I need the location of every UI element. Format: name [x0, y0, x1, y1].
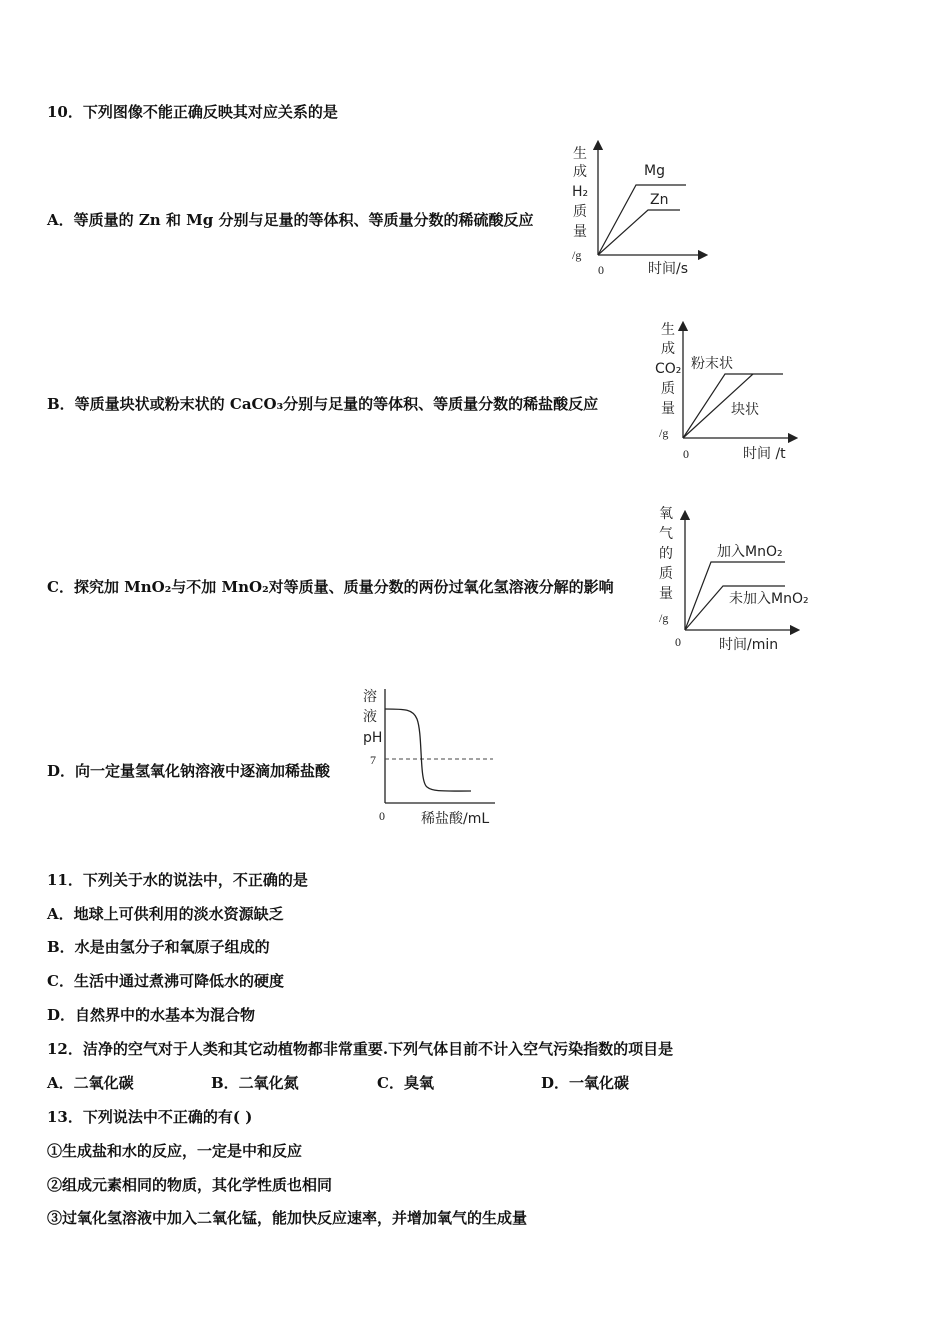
graph-c-y-label-4: 质: [659, 566, 673, 582]
graph-d-origin: 0: [379, 809, 385, 823]
graph-d-ref-value: 7: [370, 753, 376, 767]
graph-b-y-label-2: 成: [661, 341, 675, 357]
graph-b-y-label-4: 质: [661, 381, 675, 397]
q12-option-d: D．一氧化碳: [541, 1074, 630, 1092]
graph-c-y-label-1: 氧: [659, 506, 673, 522]
q13-item-2: ②组成元素相同的物质，其化学性质也相同: [47, 1176, 333, 1194]
graph-d: [355, 685, 510, 835]
graph-a-label-zn: Zn: [650, 192, 669, 208]
graph-a-origin: 0: [598, 263, 604, 277]
q12-stem: 12．洁净的空气对于人类和其它动植物都非常重要.下列气体目前不计入空气污染指数的项目是: [47, 1040, 674, 1058]
graph-b-y-label-6: /g: [659, 426, 669, 440]
graph-d-svg: [355, 685, 510, 835]
graph-a-y-label-2: 成: [573, 164, 587, 180]
graph-c-origin: 0: [675, 635, 681, 649]
q10-option-b: B．等质量块状或粉末状的 CaCO₃分别与足量的等体积、等质量分数的稀盐酸反应: [47, 395, 599, 413]
q11-option-d: D．自然界中的水基本为混合物: [47, 1006, 256, 1024]
graph-a-y-label-3: H₂: [572, 184, 589, 200]
q12-option-a: A．二氧化碳: [47, 1074, 134, 1092]
graph-a-label-mg: Mg: [644, 163, 665, 179]
q13-item-1: ①生成盐和水的反应，一定是中和反应: [47, 1142, 303, 1160]
q12-option-b: B．二氧化氮: [211, 1074, 299, 1092]
graph-d-y-label-1: 溶: [363, 689, 377, 705]
graph-a-x-label: 时间/s: [648, 261, 689, 277]
graph-c: [655, 500, 835, 655]
graph-d-ph-curve: [385, 709, 471, 791]
graph-a-y-label-4: 质: [573, 204, 587, 220]
q12-option-c: C．臭氧: [377, 1074, 434, 1092]
graph-a-svg: [568, 140, 708, 280]
q10-option-d: D．向一定量氢氧化钠溶液中逐滴加稀盐酸: [47, 762, 331, 780]
graph-c-x-label: 时间/min: [719, 637, 779, 653]
q11-option-a: A．地球上可供利用的淡水资源缺乏: [47, 905, 284, 923]
graph-c-y-label-3: 的: [659, 546, 673, 562]
graph-c-y-label-5: 量: [659, 586, 673, 602]
q11-option-b: B．水是由氢分子和氧原子组成的: [47, 938, 270, 956]
graph-c-y-label-2: 气: [659, 526, 673, 542]
graph-c-label-without: 未加入MnO₂: [729, 591, 809, 607]
q13-stem: 13．下列说法中不正确的有( ): [47, 1108, 253, 1126]
graph-d-x-label: 稀盐酸/mL: [421, 811, 490, 827]
graph-b-svg: [655, 318, 800, 468]
graph-b-y-label-5: 量: [661, 401, 675, 417]
graph-b-label-lump: 块状: [731, 402, 759, 418]
graph-b-label-powder: 粉末状: [691, 356, 733, 372]
graph-d-y-label-3: pH: [363, 730, 383, 746]
q10-stem: 10．下列图像不能正确反映其对应关系的是: [47, 103, 338, 121]
graph-b-y-label-1: 生: [661, 322, 675, 338]
q11-stem: 11．下列关于水的说法中，不正确的是: [47, 871, 308, 889]
graph-b-y-label-3: CO₂: [655, 361, 682, 377]
graph-a: [568, 140, 708, 280]
graph-b-origin: 0: [683, 447, 689, 461]
graph-a-y-label-6: /g: [572, 248, 582, 262]
graph-a-y-label-1: 生: [573, 146, 587, 162]
graph-d-y-label-2: 液: [363, 709, 377, 725]
graph-c-svg: [655, 500, 835, 655]
q10-option-a: A．等质量的 Zn 和 Mg 分别与足量的等体积、等质量分数的稀硫酸反应: [47, 211, 534, 229]
graph-a-y-label-5: 量: [573, 224, 587, 240]
q10-option-c: C．探究加 MnO₂与不加 MnO₂对等质量、质量分数的两份过氧化氢溶液分解的影响: [47, 578, 614, 596]
graph-b: [655, 318, 800, 468]
q13-item-3: ③过氧化氢溶液中加入二氧化锰，能加快反应速率，并增加氧气的生成量: [47, 1209, 528, 1227]
graph-a-line-mg: [598, 185, 686, 255]
q11-option-c: C．生活中通过煮沸可降低水的硬度: [47, 972, 284, 990]
graph-b-x-label: 时间 /t: [743, 446, 786, 462]
graph-c-label-with: 加入MnO₂: [717, 544, 783, 560]
q12-options: [47, 1074, 907, 1092]
graph-c-y-label-6: /g: [659, 611, 669, 625]
